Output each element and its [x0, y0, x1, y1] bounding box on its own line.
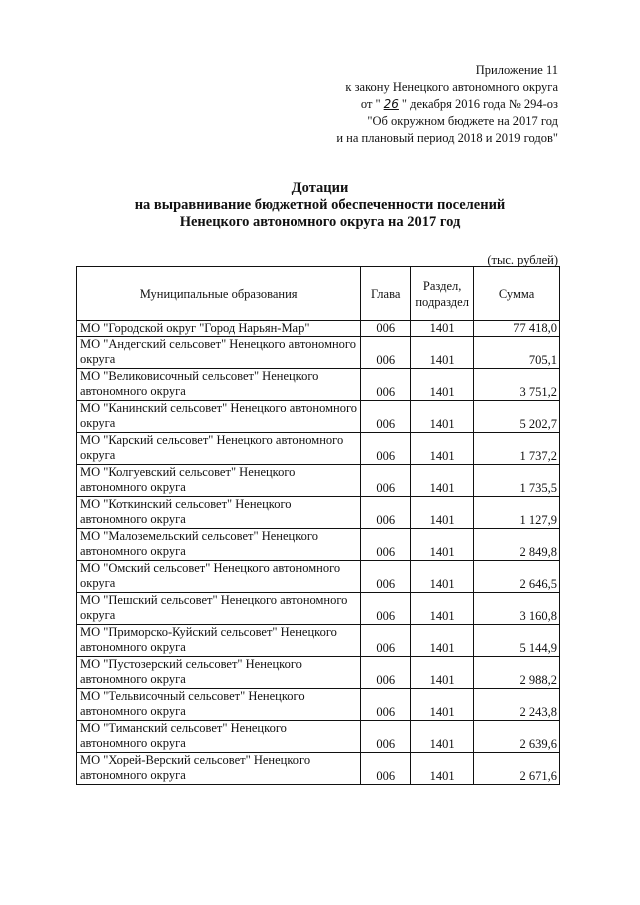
razdel-cell: 1401: [411, 657, 474, 689]
table-row: [77, 657, 560, 689]
units-label: (тыс. рублей): [487, 253, 558, 267]
title-line3: Ненецкого автономного округа на 2017 год: [179, 214, 461, 230]
municipality-cell: МО "Приморско-Куйский сельсовет" Ненецкого автономного округа: [77, 625, 361, 657]
handwritten-day: 26: [383, 97, 399, 111]
glava-cell: 006: [361, 433, 411, 465]
table-row: [77, 753, 560, 785]
summa-cell: 1 127,9: [474, 497, 560, 529]
municipality-cell: МО "Великовисочный сельсовет" Ненецкого автономного округа: [77, 369, 361, 401]
glava-cell: 006: [361, 561, 411, 593]
razdel-cell: 1401: [411, 401, 474, 433]
header-glava: Глава: [361, 267, 411, 321]
subsidies-table: [76, 266, 560, 785]
table-row: [77, 337, 560, 369]
municipality-cell: МО "Тиманский сельсовет" Ненецкого автономного округа: [77, 721, 361, 753]
summa-cell: 1 735,5: [474, 465, 560, 497]
municipality-cell: МО "Канинский сельсовет" Ненецкого автономного округа: [77, 401, 361, 433]
glava-cell: 006: [361, 625, 411, 657]
table-body: [77, 321, 560, 785]
header-municipality: Муниципальные образования: [77, 267, 361, 321]
table-row: [77, 689, 560, 721]
razdel-cell: 1401: [411, 529, 474, 561]
law-title-line1: "Об окружном бюджете на 2017 год: [367, 114, 558, 128]
glava-cell: 006: [361, 497, 411, 529]
glava-cell: 006: [361, 465, 411, 497]
table-row: [77, 433, 560, 465]
glava-cell: 006: [361, 689, 411, 721]
title-line2: на выравнивание бюджетной обеспеченности поселений: [134, 197, 506, 213]
law-reference: к закону Ненецкого автономного округа: [345, 80, 558, 94]
municipality-cell: МО "Андегский сельсовет" Ненецкого автономного округа: [77, 337, 361, 369]
summa-cell: 5 202,7: [474, 401, 560, 433]
summa-cell: 2 646,5: [474, 561, 560, 593]
razdel-cell: 1401: [411, 753, 474, 785]
header-razdel: Раздел, подраздел: [411, 267, 474, 321]
law-title-line2: и на плановый период 2018 и 2019 годов": [336, 131, 558, 145]
razdel-cell: 1401: [411, 721, 474, 753]
glava-cell: 006: [361, 657, 411, 689]
summa-cell: 2 243,8: [474, 689, 560, 721]
razdel-cell: 1401: [411, 465, 474, 497]
razdel-cell: 1401: [411, 593, 474, 625]
municipality-cell: МО "Хорей-Верский сельсовет" Ненецкого автономного округа: [77, 753, 361, 785]
appendix-number: Приложение 11: [475, 63, 558, 77]
table-row: [77, 321, 560, 337]
summa-cell: 3 160,8: [474, 593, 560, 625]
law-date-suffix: " декабря 2016 года № 294-оз: [401, 97, 558, 111]
municipality-cell: МО "Омский сельсовет" Ненецкого автономного округа: [77, 561, 361, 593]
municipality-cell: МО "Городской округ "Город Нарьян-Мар": [77, 321, 361, 337]
summa-cell: 2 671,6: [474, 753, 560, 785]
razdel-cell: 1401: [411, 433, 474, 465]
summa-cell: 3 751,2: [474, 369, 560, 401]
table-row: [77, 561, 560, 593]
table-row: [77, 593, 560, 625]
municipality-cell: МО "Тельвисочный сельсовет" Ненецкого автономного округа: [77, 689, 361, 721]
table-row: [77, 497, 560, 529]
summa-cell: 705,1: [474, 337, 560, 369]
table-row: [77, 721, 560, 753]
municipality-cell: МО "Колгуевский сельсовет" Ненецкого автономного округа: [77, 465, 361, 497]
razdel-cell: 1401: [411, 689, 474, 721]
table-row: [77, 401, 560, 433]
razdel-cell: 1401: [411, 337, 474, 369]
glava-cell: 006: [361, 753, 411, 785]
municipality-cell: МО "Карский сельсовет" Ненецкого автономного округа: [77, 433, 361, 465]
summa-cell: 1 737,2: [474, 433, 560, 465]
summa-cell: 2 639,6: [474, 721, 560, 753]
title-line1: Дотации: [291, 180, 349, 196]
table-header-row: [77, 267, 560, 321]
table-row: [77, 369, 560, 401]
header-summa: Сумма: [474, 267, 560, 321]
law-date-prefix: от ": [360, 97, 381, 111]
razdel-cell: 1401: [411, 561, 474, 593]
document-title: [0, 180, 640, 231]
municipality-cell: МО "Малоземельский сельсовет" Ненецкого автономного округа: [77, 529, 361, 561]
law-date: [336, 96, 558, 113]
summa-cell: 2 849,8: [474, 529, 560, 561]
razdel-cell: 1401: [411, 497, 474, 529]
municipality-cell: МО "Пешский сельсовет" Ненецкого автономного округа: [77, 593, 361, 625]
razdel-cell: 1401: [411, 625, 474, 657]
summa-cell: 2 988,2: [474, 657, 560, 689]
table-row: [77, 625, 560, 657]
municipality-cell: МО "Пустозерский сельсовет" Ненецкого автономного округа: [77, 657, 361, 689]
glava-cell: 006: [361, 721, 411, 753]
table-row: [77, 465, 560, 497]
glava-cell: 006: [361, 401, 411, 433]
table-row: [77, 529, 560, 561]
razdel-cell: 1401: [411, 321, 474, 337]
glava-cell: 006: [361, 337, 411, 369]
summa-cell: 77 418,0: [474, 321, 560, 337]
glava-cell: 006: [361, 321, 411, 337]
summa-cell: 5 144,9: [474, 625, 560, 657]
glava-cell: 006: [361, 529, 411, 561]
glava-cell: 006: [361, 593, 411, 625]
municipality-cell: МО "Коткинский сельсовет" Ненецкого автономного округа: [77, 497, 361, 529]
glava-cell: 006: [361, 369, 411, 401]
appendix-header: [336, 62, 558, 147]
razdel-cell: 1401: [411, 369, 474, 401]
